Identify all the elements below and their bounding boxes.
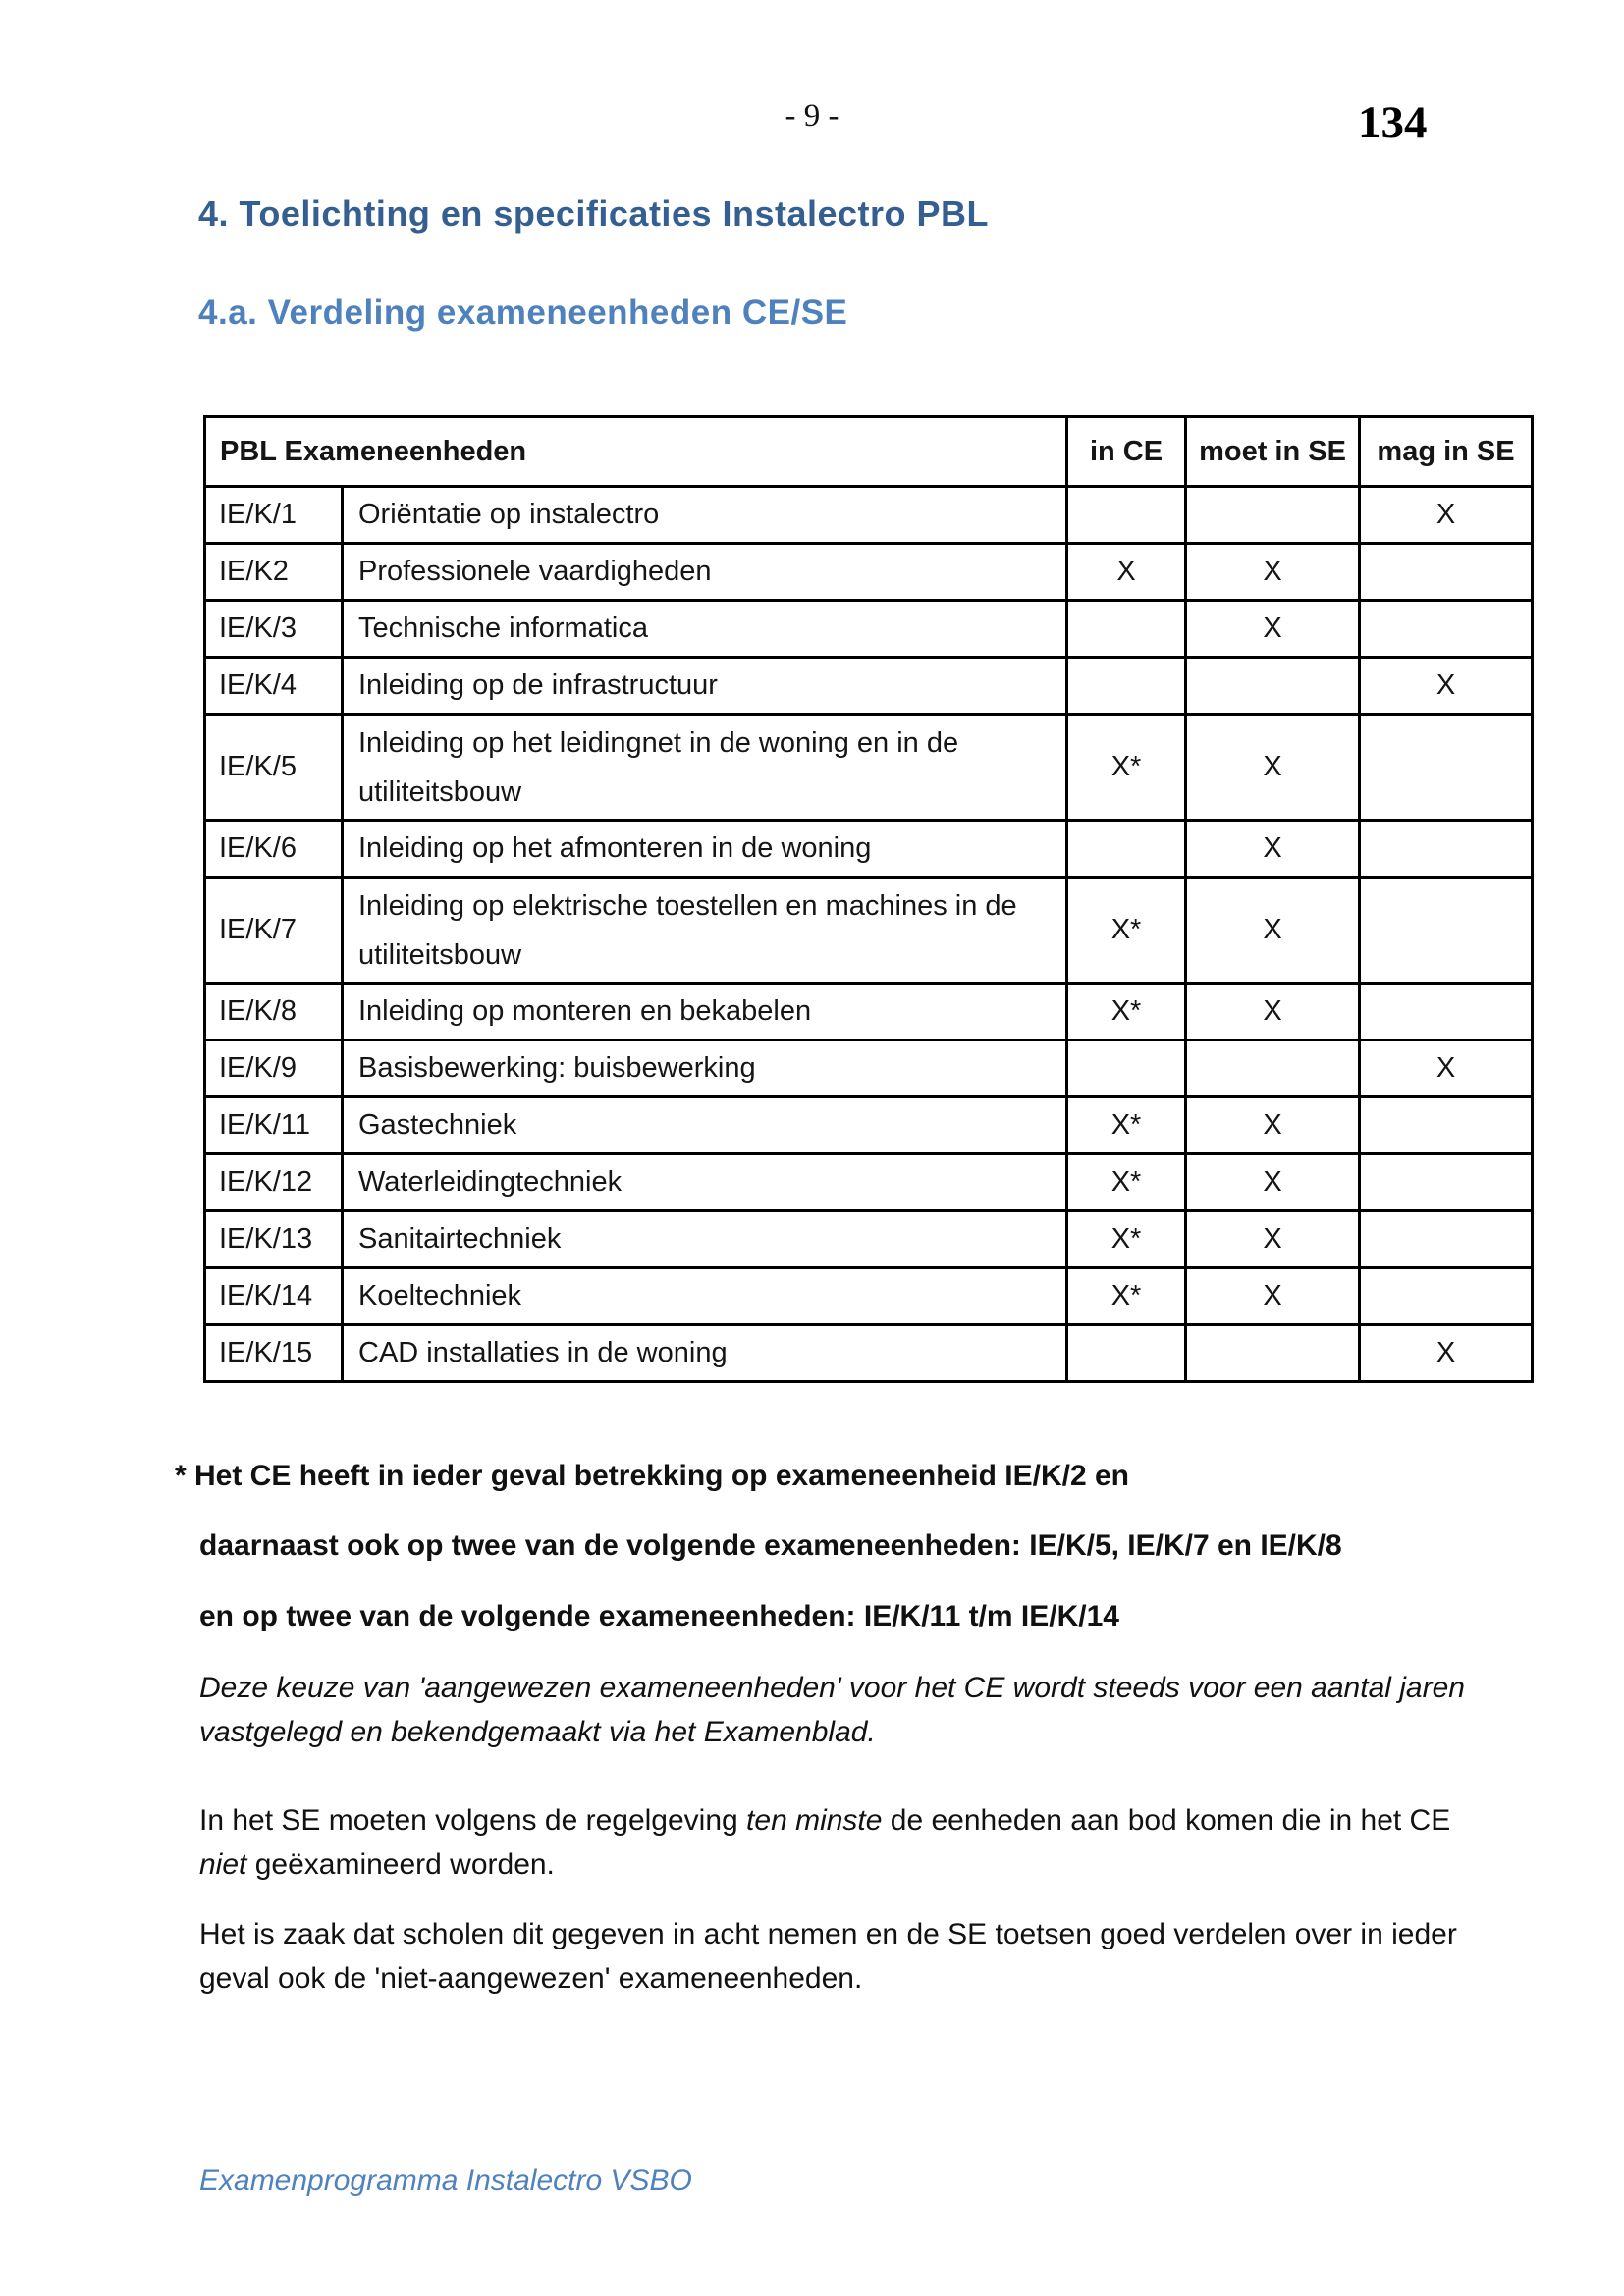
- mag-in-se-mark-cell: [1360, 1211, 1533, 1268]
- header-pbl-exameneenheden: PBL Exameneenheden: [205, 417, 1067, 487]
- paragraph-se-regelgeving: [199, 1798, 1505, 1887]
- mag-in-se-mark-cell: [1360, 544, 1533, 601]
- moet-in-se-mark-cell: [1186, 658, 1360, 715]
- header-mag-in-se: mag in SE: [1360, 417, 1533, 487]
- mag-in-se-mark-cell: [1360, 984, 1533, 1041]
- mag-in-se-mark-cell: [1360, 715, 1533, 821]
- exam-unit-row: [205, 715, 1533, 821]
- table-header-row: [205, 417, 1533, 487]
- in-ce-mark-cell: X*: [1067, 984, 1186, 1041]
- unit-description-cell: Inleiding op het afmonteren in de woning: [343, 821, 1067, 878]
- in-ce-mark-cell: X*: [1067, 1097, 1186, 1154]
- in-ce-mark-cell: X*: [1067, 878, 1186, 984]
- se-paragraph-part-3: de eenheden aan bod komen die in het CE: [882, 1804, 1451, 1837]
- mag-in-se-mark-cell: X: [1360, 1325, 1533, 1382]
- moet-in-se-mark-cell: X: [1186, 984, 1360, 1041]
- moet-in-se-mark-cell: X: [1186, 1154, 1360, 1211]
- in-ce-mark-cell: [1067, 1041, 1186, 1097]
- exam-unit-row: [205, 601, 1533, 658]
- mag-in-se-mark-cell: [1360, 821, 1533, 878]
- mag-in-se-mark-cell: X: [1360, 658, 1533, 715]
- in-ce-mark-cell: [1067, 1325, 1186, 1382]
- in-ce-mark-cell: X*: [1067, 1211, 1186, 1268]
- exam-unit-row: [205, 658, 1533, 715]
- exam-units-table: [203, 415, 1534, 1383]
- unit-code-cell: IE/K/4: [205, 658, 343, 715]
- unit-code-cell: IE/K/11: [205, 1097, 343, 1154]
- paragraph-scholen-advies: Het is zaak dat scholen dit gegeven in acht nemen en de SE toetsen goed verdelen over in ieder geval ook de 'niet-aangewezen' exameneenheden.: [199, 1918, 1457, 1995]
- unit-code-cell: IE/K/8: [205, 984, 343, 1041]
- unit-description-cell: Waterleidingtechniek: [343, 1154, 1067, 1211]
- moet-in-se-mark-cell: X: [1186, 544, 1360, 601]
- exam-unit-row: [205, 821, 1533, 878]
- moet-in-se-mark-cell: X: [1186, 1211, 1360, 1268]
- in-ce-mark-cell: X*: [1067, 1268, 1186, 1325]
- moet-in-se-mark-cell: [1186, 1325, 1360, 1382]
- mag-in-se-mark-cell: [1360, 1097, 1533, 1154]
- in-ce-mark-cell: [1067, 601, 1186, 658]
- unit-description-cell: CAD installaties in de woning: [343, 1325, 1067, 1382]
- in-ce-mark-cell: X*: [1067, 1154, 1186, 1211]
- subsection-heading: 4.a. Verdeling exameneenheden CE/SE: [198, 294, 848, 332]
- unit-description-cell: Professionele vaardigheden: [343, 544, 1067, 601]
- mag-in-se-mark-cell: [1360, 878, 1533, 984]
- unit-description-cell: Gastechniek: [343, 1097, 1067, 1154]
- unit-description-cell: Inleiding op elektrische toestellen en machines in de utiliteitsbouw: [343, 878, 1067, 984]
- unit-description-cell: Basisbewerking: buisbewerking: [343, 1041, 1067, 1097]
- unit-code-cell: IE/K/5: [205, 715, 343, 821]
- in-ce-mark-cell: [1067, 821, 1186, 878]
- unit-code-cell: IE/K/9: [205, 1041, 343, 1097]
- unit-code-cell: IE/K/15: [205, 1325, 343, 1382]
- exam-unit-row: [205, 984, 1533, 1041]
- unit-code-cell: IE/K/13: [205, 1211, 343, 1268]
- document-footer: Examenprogramma Instalectro VSBO: [199, 2164, 692, 2197]
- unit-description-cell: Inleiding op monteren en bekabelen: [343, 984, 1067, 1041]
- se-paragraph-part-1: In het SE moeten volgens de regelgeving: [199, 1804, 747, 1837]
- mag-in-se-mark-cell: [1360, 601, 1533, 658]
- moet-in-se-mark-cell: [1186, 487, 1360, 544]
- moet-in-se-mark-cell: X: [1186, 878, 1360, 984]
- unit-description-cell: Technische informatica: [343, 601, 1067, 658]
- mag-in-se-mark-cell: [1360, 1268, 1533, 1325]
- in-ce-mark-cell: [1067, 487, 1186, 544]
- paragraph-keuze-aangewezen: Deze keuze van 'aangewezen exameneenheden' voor het CE wordt steeds voor een aantal jaren vastgelegd en bekendgemaakt via het Examenblad.: [199, 1672, 1465, 1748]
- unit-description-cell: Sanitairtechniek: [343, 1211, 1067, 1268]
- se-paragraph-niet: niet: [199, 1848, 247, 1881]
- unit-code-cell: IE/K/14: [205, 1268, 343, 1325]
- section-heading: 4. Toelichting en specificaties Instalectro PBL: [198, 193, 990, 234]
- unit-code-cell: IE/K/3: [205, 601, 343, 658]
- unit-code-cell: IE/K/12: [205, 1154, 343, 1211]
- in-ce-mark-cell: X*: [1067, 715, 1186, 821]
- moet-in-se-mark-cell: X: [1186, 601, 1360, 658]
- unit-code-cell: IE/K/6: [205, 821, 343, 878]
- mag-in-se-mark-cell: X: [1360, 487, 1533, 544]
- mag-in-se-mark-cell: X: [1360, 1041, 1533, 1097]
- exam-unit-row: [205, 1097, 1533, 1154]
- unit-code-cell: IE/K/1: [205, 487, 343, 544]
- exam-unit-row: [205, 878, 1533, 984]
- exam-unit-row: [205, 487, 1533, 544]
- moet-in-se-mark-cell: X: [1186, 1268, 1360, 1325]
- moet-in-se-mark-cell: X: [1186, 715, 1360, 821]
- footnote-ce-line-1: * Het CE heeft in ieder geval betrekking op exameneenheid IE/K/2 en: [175, 1460, 1129, 1492]
- se-paragraph-ten-minste: ten minste: [746, 1804, 883, 1837]
- exam-unit-row: [205, 1041, 1533, 1097]
- se-paragraph-part-5: geëxamineerd worden.: [246, 1848, 555, 1881]
- footnote-ce-line-2: daarnaast ook op twee van de volgende exameneenheden: IE/K/5, IE/K/7 en IE/K/8: [199, 1529, 1342, 1562]
- in-ce-mark-cell: [1067, 658, 1186, 715]
- unit-description-cell: Inleiding op de infrastructuur: [343, 658, 1067, 715]
- exam-unit-row: [205, 1154, 1533, 1211]
- page-number: - 9 -: [785, 98, 839, 133]
- header-moet-in-se: moet in SE: [1186, 417, 1360, 487]
- unit-description-cell: Oriëntatie op instalectro: [343, 487, 1067, 544]
- moet-in-se-mark-cell: X: [1186, 821, 1360, 878]
- header-in-ce: in CE: [1067, 417, 1186, 487]
- moet-in-se-mark-cell: X: [1186, 1097, 1360, 1154]
- footnote-ce-line-3: en op twee van de volgende exameneenheden: IE/K/11 t/m IE/K/14: [199, 1600, 1119, 1632]
- unit-code-cell: IE/K/7: [205, 878, 343, 984]
- exam-unit-row: [205, 1211, 1533, 1268]
- exam-unit-row: [205, 1325, 1533, 1382]
- unit-code-cell: IE/K2: [205, 544, 343, 601]
- corner-page-number: 134: [1358, 97, 1428, 148]
- unit-description-cell: Koeltechniek: [343, 1268, 1067, 1325]
- unit-description-cell: Inleiding op het leidingnet in de woning en in de utiliteitsbouw: [343, 715, 1067, 821]
- moet-in-se-mark-cell: [1186, 1041, 1360, 1097]
- exam-unit-row: [205, 1268, 1533, 1325]
- in-ce-mark-cell: X: [1067, 544, 1186, 601]
- mag-in-se-mark-cell: [1360, 1154, 1533, 1211]
- exam-unit-row: [205, 544, 1533, 601]
